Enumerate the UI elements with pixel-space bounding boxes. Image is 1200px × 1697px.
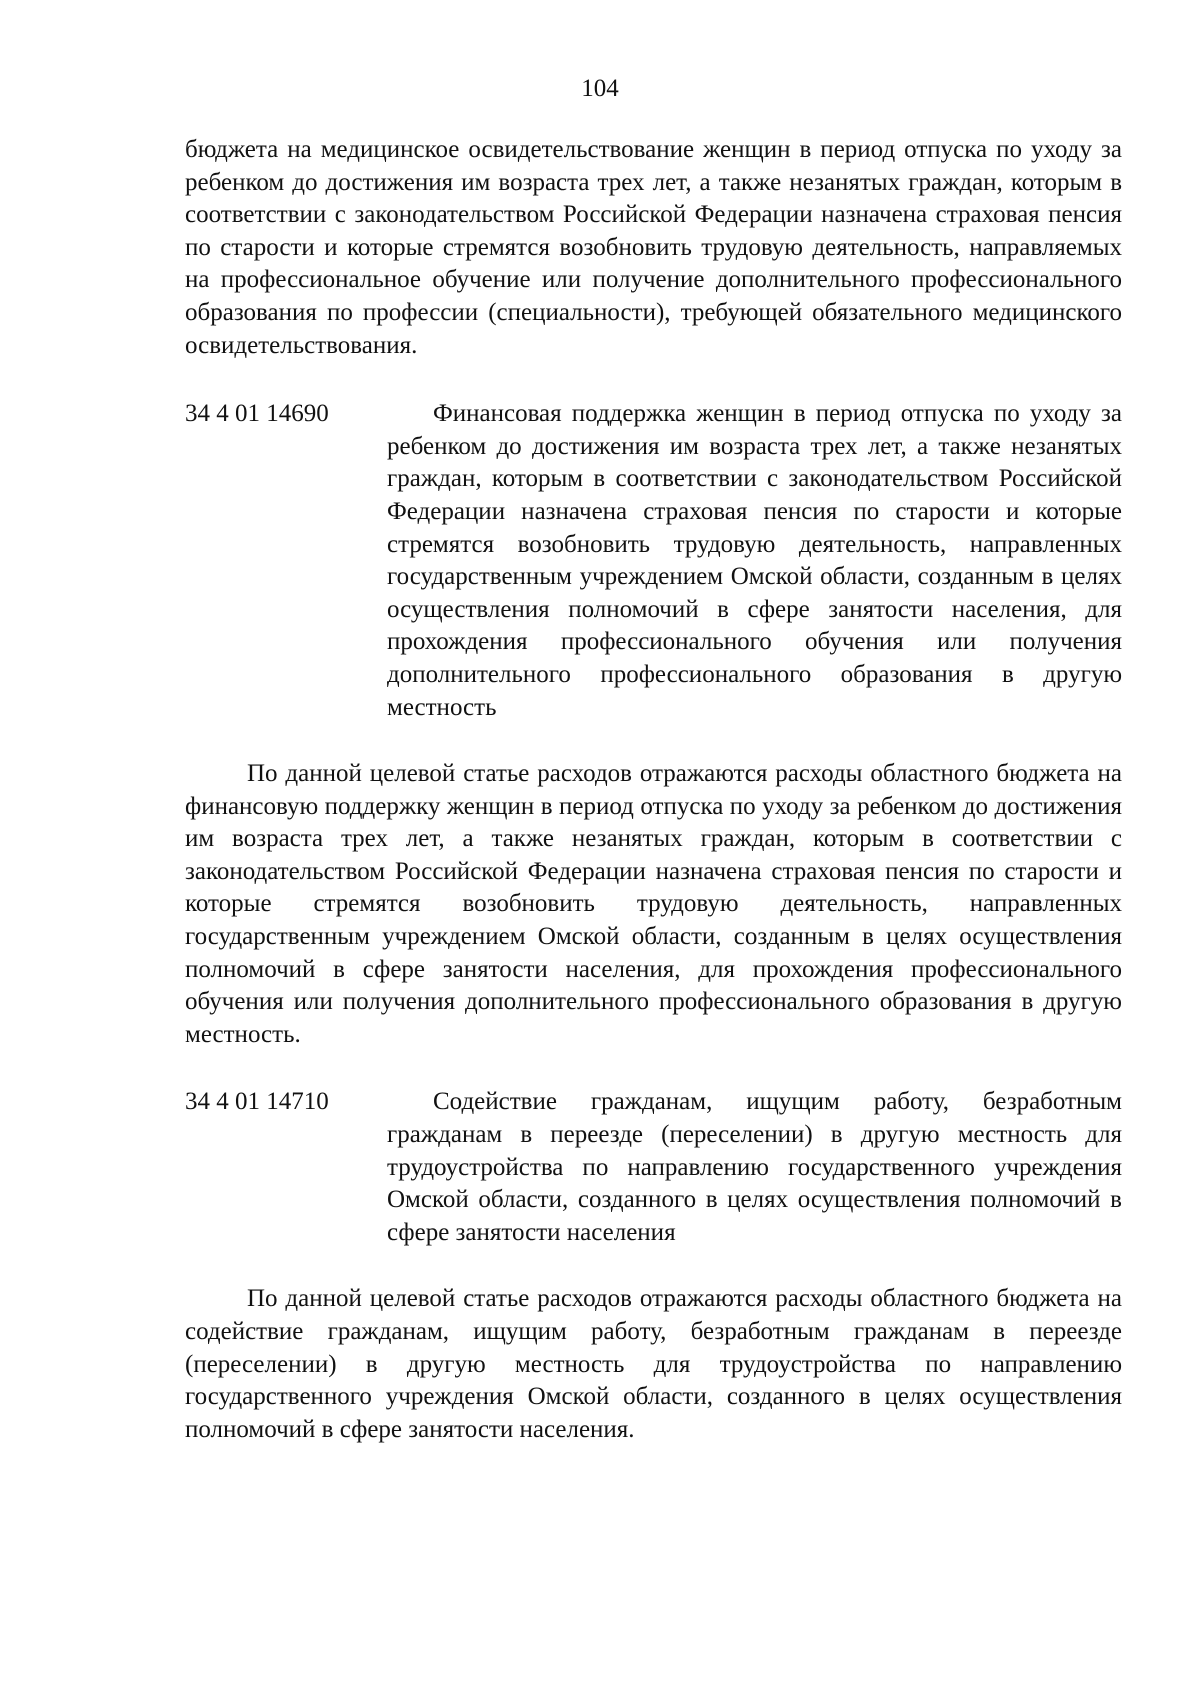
paragraph-description: По данной целевой статье расходов отражаются расходы областного бюджета на содействие гражданам, ищущим работу, безработным гражданам в переезде (переселении) в другую местность для трудоустройства по направлению государственного учреждения Омской области, созданного в целях осуществления полномочий в сфере занятости населения. (185, 1285, 1122, 1443)
budget-code: 34 4 01 14710 (185, 1088, 329, 1116)
paragraph-continuation: бюджета на медицинское освидетельствование женщин в период отпуска по уходу за ребенком до достижения им возраста трех лет, а также незанятых граждан, которым в соответствии с законодательством Российской Федерации назначена страховая пенсия по старости и которые стремятся возобновить трудовую деятельность, направляемых на профессиональное обучение или получение дополнительного профессионального образования по профессии (специальности), требующей обязательного медицинского освидетельствования. (185, 136, 1122, 359)
budget-entry-14710 (185, 1086, 1122, 1249)
paragraph-description: По данной целевой статье расходов отражаются расходы областного бюджета на финансовую поддержку женщин в период отпуска по уходу за ребенком до достижения им возраста трех лет, а также незанятых граждан, которым в соответствии с законодательством Российской Федерации назначена страховая пенсия по старости и которые стремятся возобновить трудовую деятельность, направленных государственным учреждением Омской области, созданным в целях осуществления полномочий в сфере занятости населения, для прохождения профессионального обучения или получения дополнительного профессионального образования в другую местность. (185, 760, 1122, 1048)
budget-entry-title: Содействие гражданам, ищущим работу, безработным гражданам в переезде (переселении) в другую местность для трудоустройства по направлению государственного учреждения Омской области, созданного в целях осуществления полномочий в сфере занятости населения (387, 1088, 1122, 1246)
budget-entry-14690 (185, 398, 1122, 724)
budget-entry-title: Финансовая поддержка женщин в период отпуска по уходу за ребенком до достижения им возраста трех лет, а также незанятых граждан, которым в соответствии с законодательством Российской Федерации назначена страховая пенсия по старости и которые стремятся возобновить трудовую деятельность, направленных государственным учреждением Омской области, созданным в целях осуществления полномочий в сфере занятости населения, для прохождения профессионального обучения или получения дополнительного профессионального образования в другую местность (387, 400, 1122, 721)
page-number: 104 (581, 75, 619, 102)
document-body (185, 134, 1122, 1446)
budget-code: 34 4 01 14690 (185, 400, 329, 428)
